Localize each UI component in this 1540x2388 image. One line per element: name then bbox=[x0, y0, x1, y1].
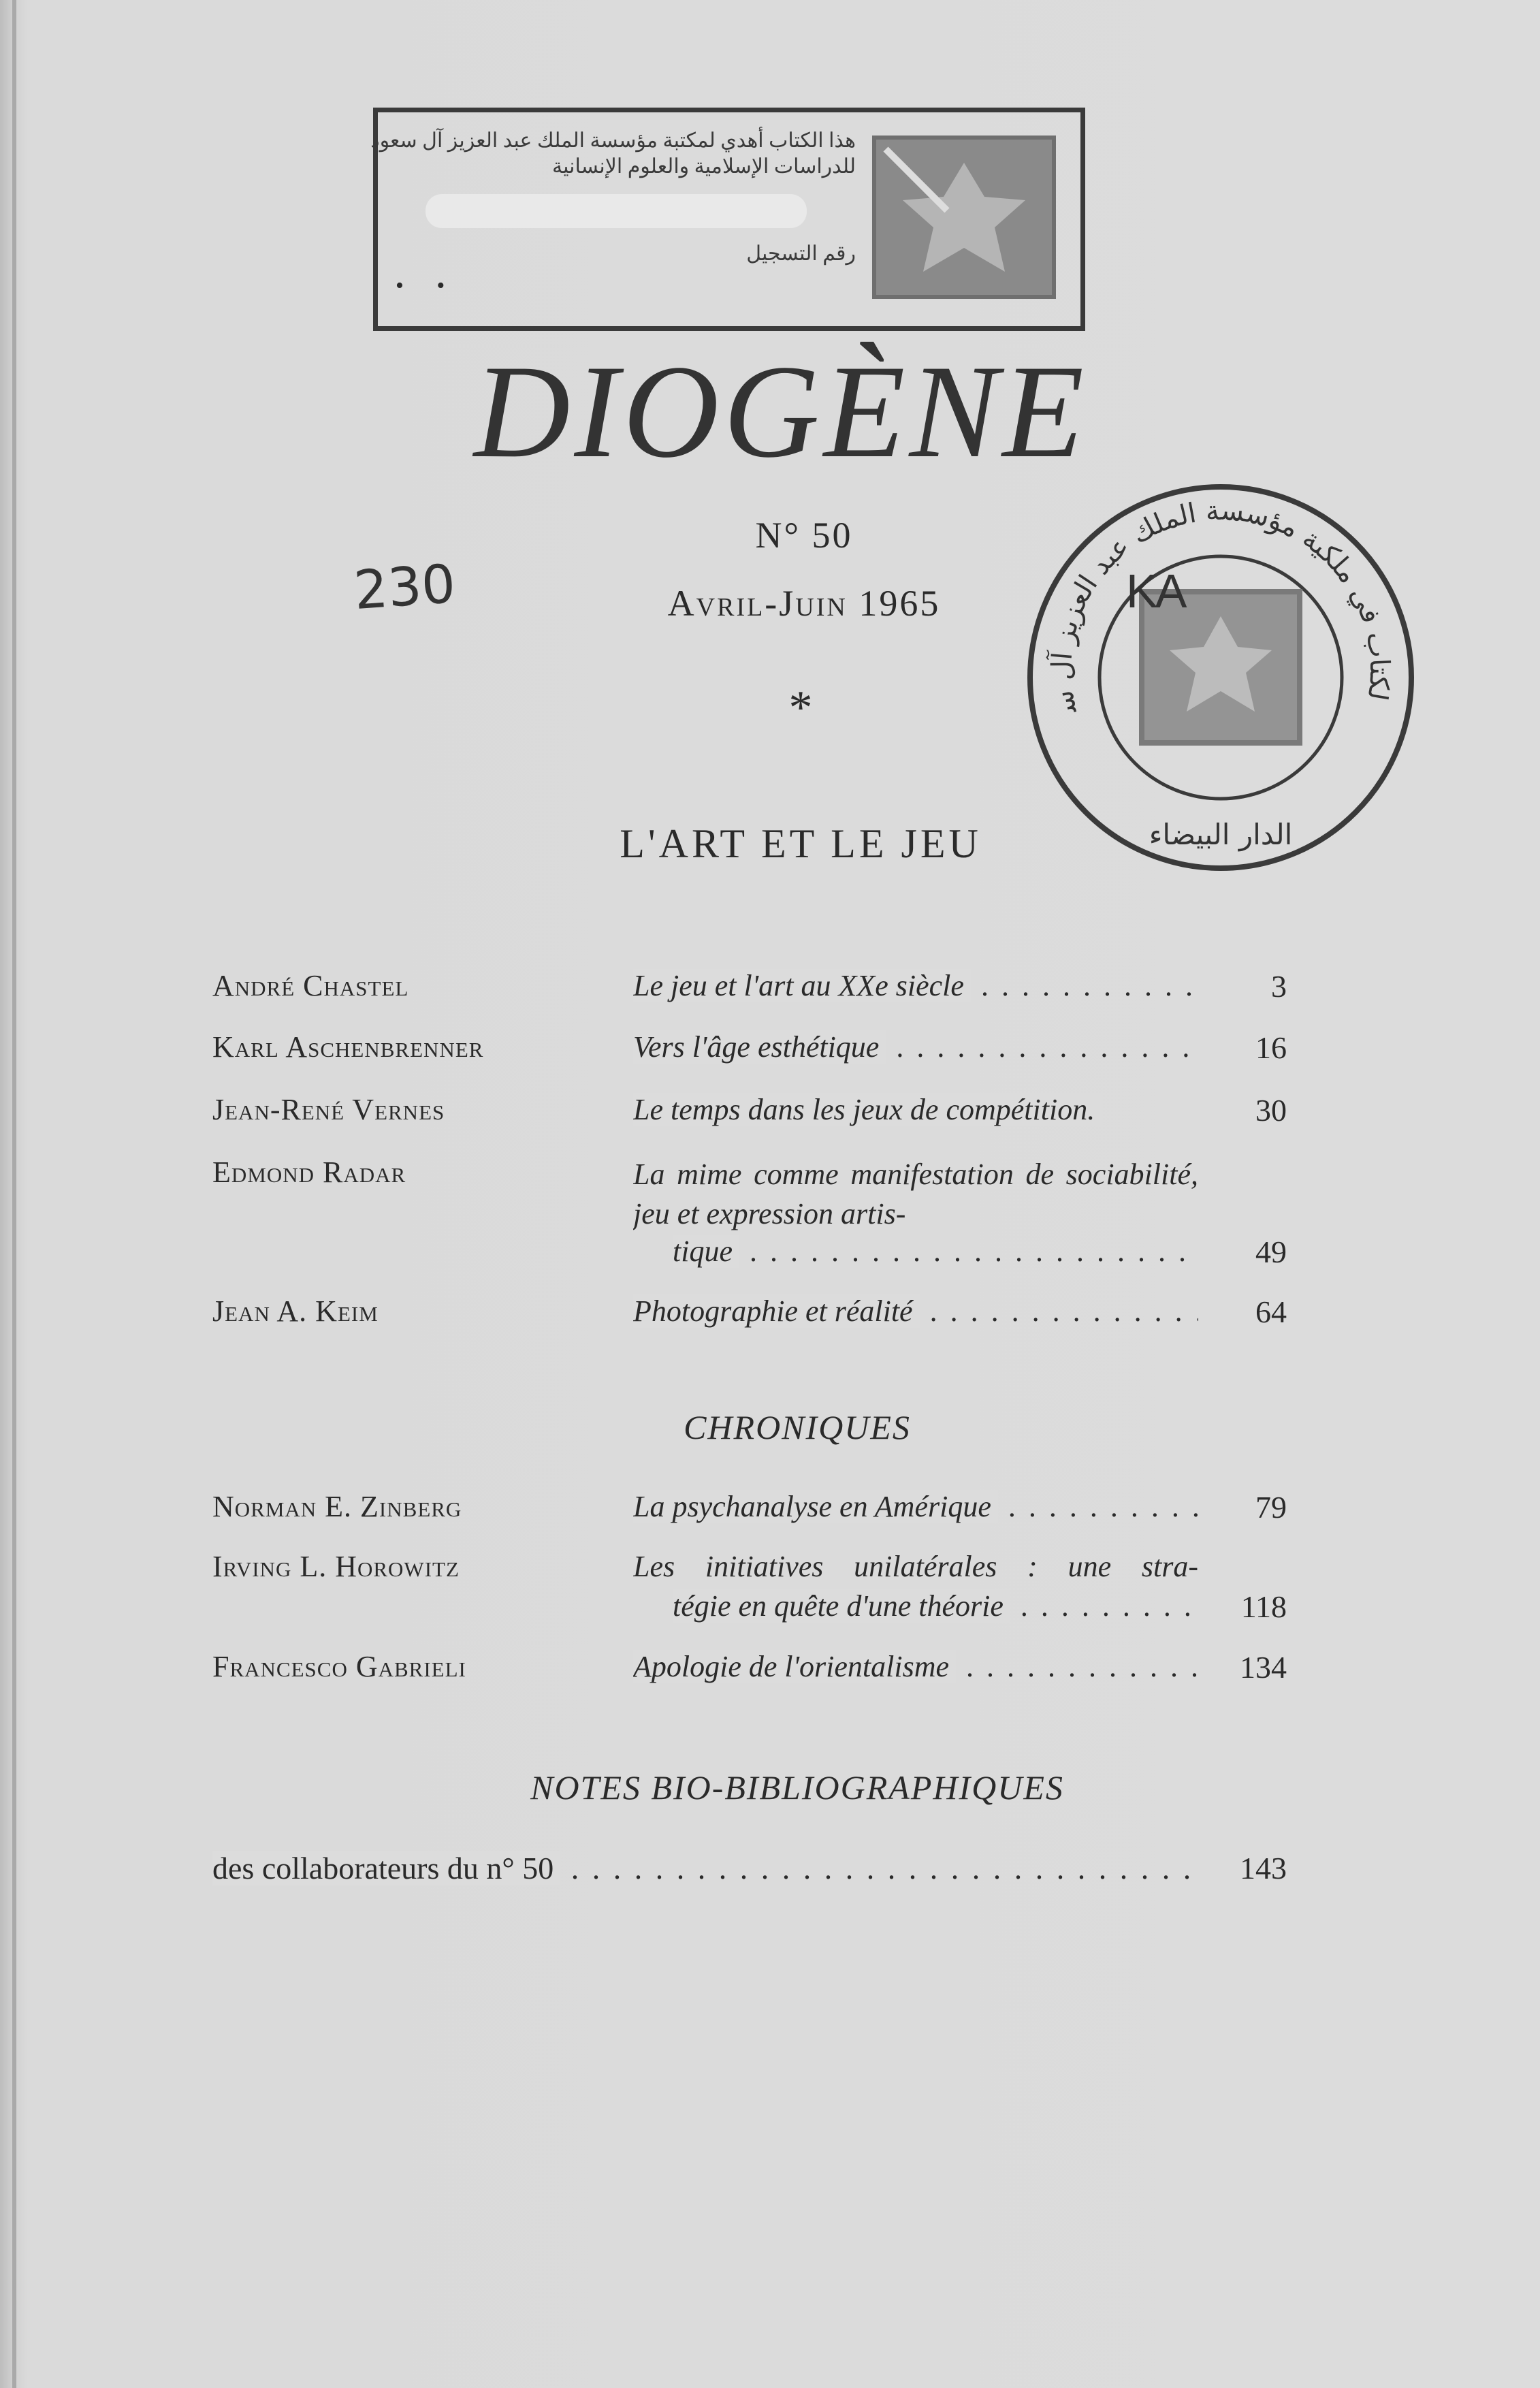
toc-page: 16 bbox=[1255, 1030, 1287, 1065]
issue-date: Avril-Juin 1965 bbox=[667, 583, 941, 624]
toc-page: 3 bbox=[1271, 969, 1287, 1004]
library-stamp-rectangular bbox=[370, 108, 1085, 331]
toc-entry bbox=[0, 1549, 1540, 1644]
toc-title: Le temps dans les jeux de compétition. bbox=[633, 1092, 1198, 1127]
toc-title: La mime comme manifestation de sociabilité, jeu et expression artis- bbox=[633, 1158, 1198, 1230]
svg-text:الدار البيضاء: الدار البيضاء bbox=[1149, 818, 1293, 851]
notes-line: des collaborateurs du n° 50 . . . bbox=[212, 1850, 1198, 1886]
asterisk-divider: * bbox=[788, 682, 813, 734]
toc-entry bbox=[0, 1155, 1540, 1291]
toc-page: 64 bbox=[1255, 1294, 1287, 1329]
toc-author: Karl Aschenbrenner bbox=[212, 1030, 484, 1064]
toc-page: 30 bbox=[1255, 1093, 1287, 1128]
toc-title: Les initiatives unilatérales : une stra- bbox=[633, 1550, 1198, 1583]
toc-title: Apologie de l'orientalisme . . . bbox=[633, 1649, 1198, 1684]
handwritten-note: 230 bbox=[352, 553, 458, 622]
stamp-text-line2: للدراسات الإسلامية والعلوم الإنسانية bbox=[552, 155, 856, 178]
stamp-text-line1: هذا الكتاب أهدي لمكتبة مؤسسة الملك عبد العزيز آل سعود bbox=[370, 129, 856, 152]
notes-page: 143 bbox=[1240, 1851, 1287, 1885]
chroniques-heading: CHRONIQUES bbox=[684, 1408, 911, 1446]
round-stamp-initials: KA bbox=[1126, 564, 1185, 618]
toc-author: Jean A. Keim bbox=[212, 1294, 379, 1328]
toc-author: Francesco Gabrieli bbox=[212, 1650, 466, 1683]
stamp-emblem-icon bbox=[872, 136, 1056, 299]
toc-title-end: tégie en quête d'une théorie . . . bbox=[673, 1589, 1198, 1623]
toc-title: Le jeu et l'art au XXe siècle . . . bbox=[633, 968, 1198, 1003]
toc-entry bbox=[0, 1030, 1540, 1077]
stamp-registration-label: رقم التسجيل bbox=[746, 242, 856, 265]
toc-author: André Chastel bbox=[212, 969, 409, 1002]
stamp-redacted-area bbox=[426, 194, 807, 228]
toc-page: 49 bbox=[1255, 1235, 1287, 1269]
toc-page: 118 bbox=[1240, 1589, 1287, 1624]
issue-theme: L'ART ET LE JEU bbox=[620, 821, 982, 866]
toc-entry bbox=[0, 1294, 1540, 1341]
toc-author: Norman E. Zinberg bbox=[212, 1490, 462, 1523]
toc-entry bbox=[0, 1092, 1540, 1140]
toc-author: Jean-René Vernes bbox=[212, 1093, 445, 1126]
notes-heading: NOTES BIO-BIBLIOGRAPHIQUES bbox=[530, 1768, 1064, 1806]
toc-page: 79 bbox=[1255, 1490, 1287, 1525]
svg-text:هذا الكتاب في ملكية مؤسسة المل: لكتاب في ملكية مؤسسة الملك عبد العزيز آل س bbox=[1046, 494, 1396, 717]
toc-entry bbox=[0, 1649, 1540, 1697]
toc-title-end: tique . . . bbox=[673, 1234, 1198, 1269]
toc-entry bbox=[0, 968, 1540, 1016]
toc-title: La psychanalyse en Amérique . . . bbox=[633, 1489, 1198, 1524]
stamp-dots: • • bbox=[396, 273, 459, 298]
toc-author: Edmond Radar bbox=[212, 1156, 406, 1189]
issue-number: N° 50 bbox=[755, 515, 853, 556]
toc-author: Irving L. Horowitz bbox=[212, 1550, 460, 1583]
toc-title: Photographie et réalité . . . bbox=[633, 1294, 1198, 1328]
toc-entry bbox=[0, 1489, 1540, 1537]
toc-page: 134 bbox=[1240, 1650, 1287, 1685]
toc-title: Vers l'âge esthétique . . . bbox=[633, 1030, 1198, 1064]
journal-title: DIOGÈNE bbox=[473, 338, 1089, 485]
